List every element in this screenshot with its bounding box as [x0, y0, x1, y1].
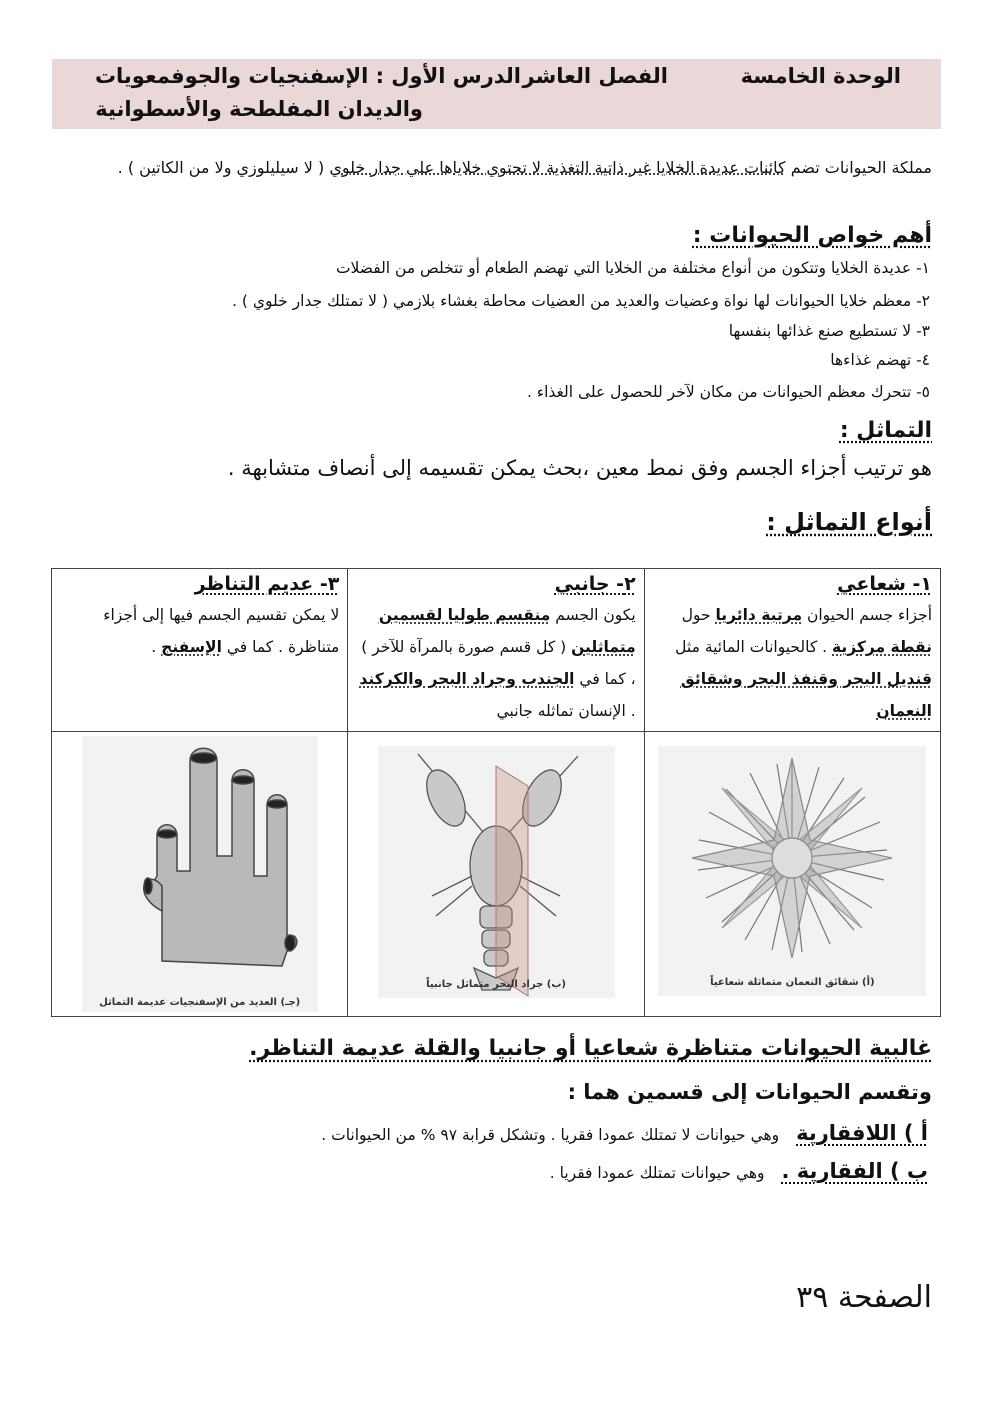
invertebrates-label: أ ) اللافقارية — [796, 1121, 928, 1145]
bilateral-keyword: منقسم طوليا لقسمين متماثلين — [378, 606, 636, 656]
asymmetric-image-cell — [52, 732, 348, 1017]
class-invertebrates — [321, 1121, 928, 1145]
asymmetric-caption: (جـ) العديد من الإسفنجيات عديمة التماثل — [99, 997, 301, 1008]
intro-paragraph — [52, 153, 932, 183]
division-heading: وتقسم الحيوانات إلى قسمين هما : — [567, 1080, 932, 1104]
lesson-title: الدرس الأول : الإسفنجيات والجوفمعويات — [94, 64, 521, 88]
bilateral-title: ٢- جانبي — [554, 573, 636, 595]
radial-examples: قنديل البحر وقنفذ البحر وشقائق النعمان — [680, 670, 932, 720]
invertebrates-description: وهي حيوانات لا تمتلك عمودا فقريا . وتشكل قرابة ٩٧ % من الحيوانات . — [321, 1126, 780, 1144]
bilateral-description — [356, 599, 635, 727]
sea-anemone-illustration — [658, 746, 926, 996]
chapter-title: الفصل العاشر — [522, 64, 668, 88]
symmetry-types-heading: أنواع التماثل : — [766, 508, 932, 536]
asymmetric-text: لا يمكن تقسيم الجسم فيها إلى أجزاء متناظرة . كما في — [103, 606, 340, 656]
intro-text-end: ( لا سيليلوزي ولا من الكاتين ) . — [117, 158, 330, 177]
property-item: ٣- لا تستطيع صنع غذائها بنفسها — [728, 322, 930, 340]
property-item: ١- عديدة الخلايا وتتكون من أنواع مختلفة من الخلايا التي تهضم الطعام أو تتخلص من الفضلات — [335, 259, 930, 277]
properties-heading: أهم خواص الحيوانات : — [692, 223, 932, 248]
symmetry-definition: هو ترتيب أجزاء الجسم وفق نمط معين ،بحث يمكن تقسيمه إلى أنصاف متشابهة . — [227, 456, 932, 480]
radial-keyword: مرتبة دائريا — [715, 606, 803, 624]
bilateral-text: يكون الجسم — [550, 606, 636, 624]
property-item: ٥- تتحرك معظم الحيوانات من مكان لآخر للحصول على الغذاء . — [526, 383, 930, 401]
bilateral-text: ( كل قسم صورة بالمرآة للآخر ) ، كما في — [361, 638, 636, 688]
vertebrates-description: وهي حيوانات تمتلك عمودا فقريا . — [549, 1164, 765, 1182]
radial-caption: (أ) شقائق النعمان متماثلة شعاعياً — [710, 977, 875, 988]
bilateral-examples: الجندب وجراد البحر والكركند — [359, 670, 575, 688]
radial-text: حول — [681, 606, 716, 624]
property-item: ٤- تهضم غذاءها — [830, 351, 930, 369]
lesson-header — [52, 59, 941, 129]
asymmetric-description — [60, 599, 339, 663]
bilateral-image-cell — [348, 732, 644, 1017]
symmetry-heading: التماثل : — [839, 418, 932, 443]
radial-text: أجزاء جسم الحيوان — [802, 606, 932, 624]
radial-image-cell — [644, 732, 940, 1017]
asymmetric-text: . — [151, 638, 162, 656]
radial-keyword: نقطة مركزية — [832, 638, 932, 656]
radial-cell — [644, 569, 940, 732]
sponge-image — [82, 736, 318, 1012]
symmetry-types-table — [51, 568, 941, 1017]
intro-definition: كائنات عديدة الخلايا غير ذاتية التغذية لا تحتوي خلاياها علي جدار خلوي — [329, 158, 786, 177]
sea-anemone-image — [658, 746, 926, 996]
class-vertebrates — [550, 1159, 928, 1183]
bilateral-caption: (ب) جراد البحر متماثل جانبياً — [426, 979, 566, 990]
lesson-title-line2: والديدان المفلطحة والأسطوانية — [95, 97, 423, 121]
crayfish-illustration — [378, 746, 615, 998]
crayfish-image — [378, 746, 615, 998]
asymmetric-title: ٣- عديم التناظر — [194, 573, 340, 595]
bilateral-cell — [348, 569, 644, 732]
page-number: الصفحة ٣٩ — [796, 1280, 932, 1315]
vertebrates-label: ب ) الفقارية . — [781, 1159, 928, 1183]
property-item: ٢- معظم خلايا الحيوانات لها نواة وعضيات والعديد من العضيات محاطة بغشاء بلازمي ( لا تمتلك جدار خلوي ) . — [232, 292, 930, 310]
asymmetric-example: الإسفنج — [161, 638, 222, 656]
bilateral-text: . الإنسان تماثله جانبي — [496, 702, 636, 720]
unit-title: الوحدة الخامسة — [740, 64, 901, 88]
radial-description — [653, 599, 932, 727]
sponge-illustration — [82, 736, 318, 1012]
symmetry-summary: غالبية الحيوانات متناظرة شعاعيا أو جانبيا والقلة عديمة التناظر. — [249, 1036, 932, 1061]
asymmetric-cell — [52, 569, 348, 732]
intro-text: مملكة الحيوانات تضم — [785, 158, 932, 177]
radial-text: . كالحيوانات المائية مثل — [675, 638, 832, 656]
radial-title: ١- شعاعي — [837, 573, 932, 595]
